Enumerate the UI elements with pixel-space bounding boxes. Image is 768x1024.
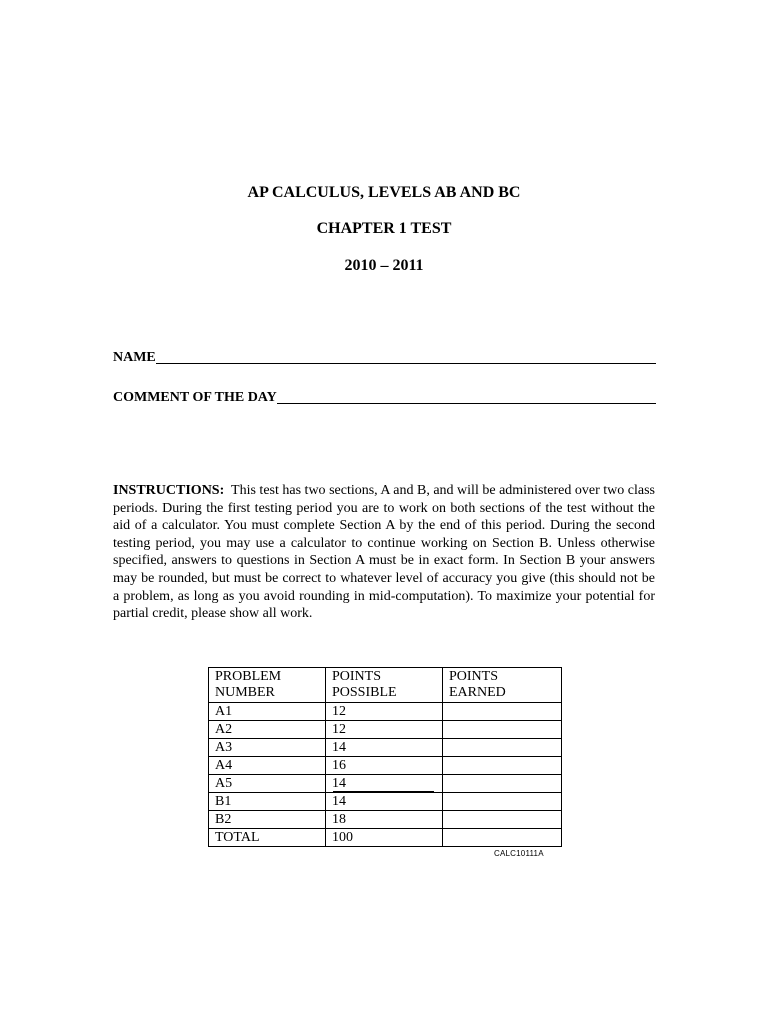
- points-earned-cell[interactable]: [443, 811, 562, 829]
- comment-field[interactable]: [113, 389, 656, 407]
- problem-cell: A2: [209, 721, 326, 739]
- points-earned-cell[interactable]: [443, 703, 562, 721]
- points-possible-cell: 100: [326, 829, 443, 847]
- instructions-body: This test has two sections, A and B, and will be administered over two class periods. During the first testing period you are to work on both sections of the test without the aid of a calculator. You must complete Section A by the end of this period. During the second testing period, you may use a calculator to continue working on Section B. Unless otherwise specified, answers to questions in Section A must be in exact form. In Section B your answers may be rounded, but must be correct to whatever level of accuracy you give (this should not be a problem, as long as you avoid rounding in mid-computation). To maximize your potential for partial credit, please show all work.: [113, 483, 656, 622]
- table-row: [209, 721, 562, 739]
- points-possible-cell: 14: [326, 775, 443, 793]
- points-possible-cell: 14: [326, 793, 443, 811]
- points-possible-cell: 16: [326, 757, 443, 775]
- header-points-earned: [443, 668, 562, 703]
- header-earned-line2: EARNED: [449, 685, 506, 700]
- points-earned-cell[interactable]: [443, 721, 562, 739]
- test-title: CHAPTER 1 TEST: [316, 220, 452, 237]
- problem-cell: A1: [209, 703, 326, 721]
- table-row: [209, 811, 562, 829]
- table-row-total: [209, 829, 562, 847]
- points-earned-cell[interactable]: [443, 757, 562, 775]
- table-row: [209, 703, 562, 721]
- score-table: [208, 667, 562, 847]
- header-possible-line2: POSSIBLE: [332, 685, 397, 700]
- instructions-lead: INSTRUCTIONS:: [113, 483, 225, 498]
- points-possible-cell: 12: [326, 703, 443, 721]
- name-blank-line[interactable]: [156, 349, 656, 364]
- table-row: [209, 757, 562, 775]
- points-possible-cell: 18: [326, 811, 443, 829]
- points-earned-cell[interactable]: [443, 775, 562, 793]
- problem-cell: B2: [209, 811, 326, 829]
- document-code: CALC10111A: [494, 849, 544, 858]
- sum-underline: [333, 791, 434, 793]
- header-problem-line1: PROBLEM: [215, 669, 282, 684]
- header-points-possible: [326, 668, 443, 703]
- comment-label: COMMENT OF THE DAY: [113, 390, 277, 405]
- problem-cell: A3: [209, 739, 326, 757]
- table-row: [209, 793, 562, 811]
- table-row: [209, 775, 562, 793]
- problem-cell: A5: [209, 775, 326, 793]
- school-year: 2010 – 2011: [344, 257, 424, 274]
- name-field[interactable]: [113, 349, 656, 367]
- name-label: NAME: [113, 350, 156, 365]
- header-possible-line1: POINTS: [332, 669, 382, 684]
- points-earned-cell[interactable]: [443, 739, 562, 757]
- header-problem-number: [209, 668, 326, 703]
- comment-blank-line[interactable]: [277, 389, 656, 404]
- header-earned-line1: POINTS: [449, 669, 499, 684]
- score-table-header-row: [209, 668, 562, 703]
- points-possible-cell: 12: [326, 721, 443, 739]
- table-row: [209, 739, 562, 757]
- instructions-paragraph: [113, 482, 655, 623]
- points-earned-cell[interactable]: [443, 829, 562, 847]
- problem-cell: A4: [209, 757, 326, 775]
- header-problem-line2: NUMBER: [215, 685, 275, 700]
- points-earned-cell[interactable]: [443, 793, 562, 811]
- problem-cell: TOTAL: [209, 829, 326, 847]
- points-possible-cell: 14: [326, 739, 443, 757]
- problem-cell: B1: [209, 793, 326, 811]
- course-title: AP CALCULUS, LEVELS AB AND BC: [247, 184, 521, 201]
